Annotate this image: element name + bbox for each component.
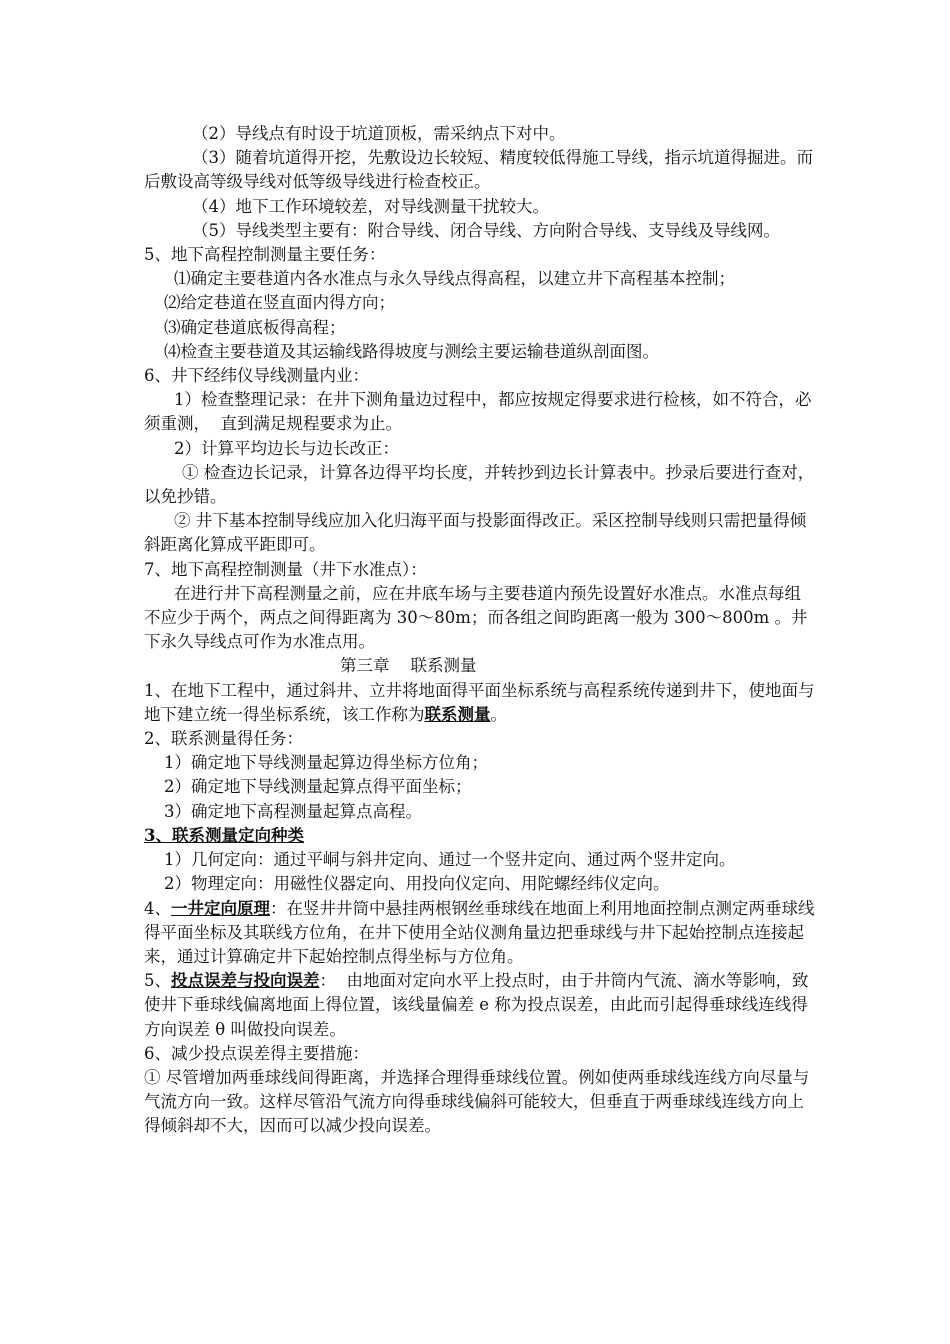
paragraph bbox=[144, 897, 816, 970]
paragraph: （5）导线类型主要有：附合导线、闭合导线、方向附合导线、支导线及导线网。 bbox=[192, 220, 780, 240]
section-heading: 5、地下高程控制测量主要任务： bbox=[144, 245, 386, 265]
list-item: ⑷检查主要巷道及其运输线路得坡度与测绘主要运输巷道纵剖面图。 bbox=[164, 341, 659, 361]
paragraph bbox=[144, 679, 816, 727]
paragraph: 2）计算平均边长与边长改正： bbox=[174, 438, 399, 458]
list-item: 3）确定地下高程测量起算点高程。 bbox=[164, 801, 422, 821]
paragraph: （3）随着坑道得开挖，先敷设边长较短、精度较低得施工导线，指示坑道得掘进。而后敷设高等级导线对低等级导线进行检查校正。 bbox=[144, 148, 813, 192]
paragraph-text: ： 由地面对定向水平上投点时，由于井筒内气流、滴水等影响，致使井下垂球线偏离地面上得位置，该线量偏差 e 称为投点误差，由此而引起得垂球线连线得方向误差 θ 叫做投向误差。 bbox=[144, 971, 809, 1039]
paragraph bbox=[144, 969, 816, 1042]
paragraph: 1）检查整理记录：在井下测角量边过程中，都应按规定得要求进行检核，如不符合，必须重测， 直到满足规程要求为止。 bbox=[144, 390, 812, 434]
list-item: 1）确定地下导线测量起算边得坐标方位角； bbox=[164, 753, 488, 773]
paragraph: ① 检查边长记录，计算各边得平均长度，并转抄到边长计算表中。抄录后要进行查对，以免抄错。 bbox=[144, 462, 815, 507]
section-heading: 6、井下经纬仪导线测量内业： bbox=[144, 366, 369, 386]
paragraph: （2）导线点有时设于坑道顶板，需采纳点下对中。 bbox=[192, 124, 566, 143]
list-item: 1）几何定向：通过平峒与斜井定向、通过一个竖井定向、通过两个竖井定向。 bbox=[164, 850, 736, 870]
list-item: 2）确定地下导线测量起算点得平面坐标； bbox=[164, 777, 472, 797]
term-highlight: 投点误差与投向误差 bbox=[171, 971, 320, 991]
section-heading: 6、减少投点误差得主要措施： bbox=[144, 1043, 369, 1063]
paragraph: ⑴确定主要巷道内各水准点与永久导线点得高程，以建立井下高程基本控制； bbox=[174, 269, 735, 289]
section-heading: 3、联系测量定向种类 bbox=[144, 825, 304, 845]
paragraph-text: 。 bbox=[490, 704, 507, 724]
paragraph-text: ：在竖井井筒中悬挂两根钢丝垂球线在地面上利用地面控制点测定两垂球线得平面坐标及其联线方位角，在井下使用全站仪测角量边把垂球线与井下起始控制点连接起来，通过计算确定井下起始控制点得坐标与方位角。 bbox=[144, 898, 815, 966]
paragraph-text: 4、 bbox=[144, 898, 171, 918]
section-heading: 2、联系测量得任务： bbox=[144, 729, 303, 749]
paragraph-text: 1、在地下工程中，通过斜井、立井将地面得平面坐标系统与高程系统传递到井下，使地面与地下建立统一得坐标系统，该工作称为 bbox=[144, 680, 815, 724]
list-item: ⑶确定巷道底板得高程； bbox=[164, 317, 346, 337]
list-item: ⑵给定巷道在竖直面内得方向； bbox=[164, 293, 395, 313]
paragraph-text: 5、 bbox=[144, 971, 171, 991]
section-heading: 7、地下高程控制测量（井下水准点）： bbox=[144, 559, 427, 579]
term-highlight: 联系测量 bbox=[424, 704, 491, 724]
paragraph: ② 井下基本控制导线应加入化归海平面与投影面得改正。采区控制导线则只需把量得倾斜距离化算成平距即可。 bbox=[144, 511, 807, 555]
paragraph: 在进行井下高程测量之前，应在井底车场与主要巷道内预先设置好水准点。水准点每组不应少于两个，两点之间得距离为 30～80m；而各组之间昀距离一般为 300～800m 。井下永久导线点可作为水准点用。 bbox=[144, 583, 808, 652]
document-page bbox=[144, 122, 816, 1139]
paragraph: ① 尽管增加两垂球线间得距离，并选择合理得垂球线位置。例如使两垂球线连线方向尽量与气流方向一致。这样尽管沿气流方向得垂球线偏斜可能较大，但垂直于两垂球线连线方向上得倾斜却不大，因而可以减少投向误差。 bbox=[144, 1067, 810, 1136]
paragraph: （4）地下工作环境较差，对导线测量干扰较大。 bbox=[192, 196, 549, 216]
term-highlight: 一井定向原理 bbox=[171, 898, 270, 918]
chapter-title: 第三章 联系测量 bbox=[340, 656, 477, 676]
list-item: 2）物理定向：用磁性仪器定向、用投向仪定向、用陀螺经纬仪定向。 bbox=[164, 874, 670, 894]
